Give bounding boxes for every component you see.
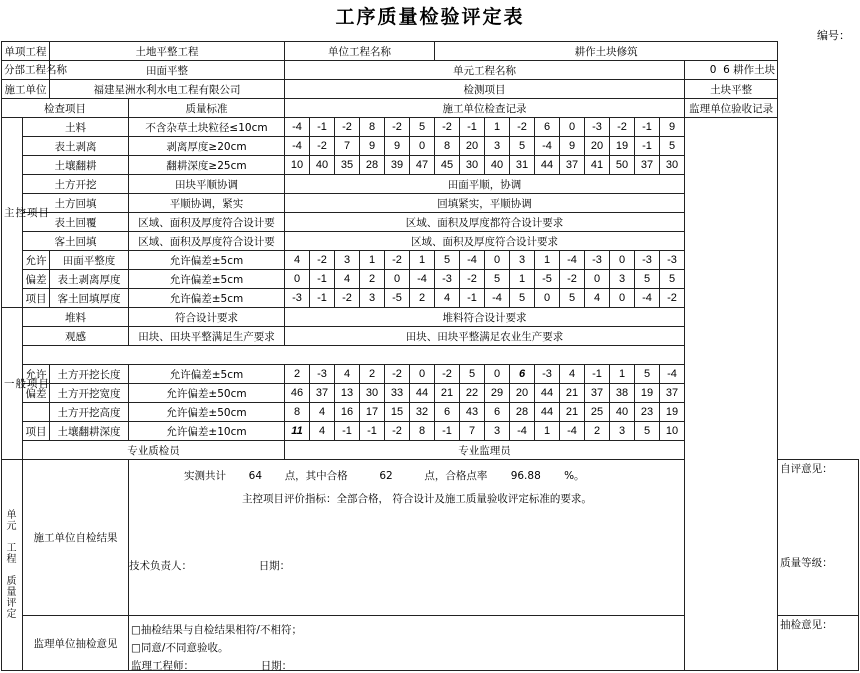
record-cell: 1 <box>535 422 560 441</box>
item-standard: 允许偏差±50cm <box>129 403 285 422</box>
general-section-label-text: 一般项目 <box>4 377 50 390</box>
quality-form-table <box>1 41 859 671</box>
record-cell: 5 <box>510 289 535 308</box>
item-name: 土方开挖高度 <box>50 403 129 422</box>
record-cell: 37 <box>310 384 335 403</box>
col-header-supervisor-record: 监理单位验收记录 <box>685 99 778 118</box>
record-cell: -2 <box>510 118 535 137</box>
supervisor-record-area <box>685 118 778 671</box>
supervision-content <box>129 616 685 671</box>
record-cell: 1 <box>485 118 510 137</box>
record-cell: -1 <box>310 118 335 137</box>
passed-count: 62 <box>379 470 393 482</box>
record-cell: 9 <box>560 137 585 156</box>
record-cell: 0 <box>285 270 310 289</box>
record-cell: -3 <box>635 251 660 270</box>
record-cell: 5 <box>560 289 585 308</box>
side-char <box>4 532 20 543</box>
tolerance-label-part: 项目 <box>23 422 50 441</box>
item-standard: 允许偏差±5cm <box>129 365 285 384</box>
value-sub-project: 田面平整 <box>50 61 285 80</box>
value-contractor: 福建星洲水利水电工程有限公司 <box>50 80 285 99</box>
record-cell: 0 <box>610 289 635 308</box>
side-char: 评 <box>6 598 18 609</box>
record-cell: 25 <box>585 403 610 422</box>
record-cell: 44 <box>535 384 560 403</box>
record-cell: -2 <box>385 251 410 270</box>
record-cell: -1 <box>360 422 385 441</box>
record-cell: 19 <box>610 137 635 156</box>
label-unit-project: 单位工程名称 <box>285 42 435 61</box>
record-cell: 30 <box>660 156 685 175</box>
record-cell: -2 <box>460 270 485 289</box>
record-cell: 1 <box>510 270 535 289</box>
record-text: 堆料符合设计要求 <box>285 308 685 327</box>
record-cell: 2 <box>360 270 385 289</box>
record-cell: 5 <box>410 118 435 137</box>
self-eval-opinion-label: 自评意见： <box>780 463 833 475</box>
item-name: 堆料 <box>23 308 129 327</box>
record-cell: -2 <box>435 365 460 384</box>
record-cell: 44 <box>410 384 435 403</box>
record-cell: -3 <box>435 270 460 289</box>
record-cell: -4 <box>510 422 535 441</box>
record-cell: -1 <box>335 422 360 441</box>
label-test-item: 检测项目 <box>285 80 685 99</box>
main-section-label-text: 主控项目 <box>4 206 50 219</box>
item-standard: 区域、面积及厚度符合设计要 <box>129 232 285 251</box>
record-cell: 8 <box>285 403 310 422</box>
right-opinion-column <box>778 460 859 616</box>
record-cell: 2 <box>285 365 310 384</box>
record-text: 区域、面积及厚度都符合设计要求 <box>285 213 685 232</box>
item-name: 土壤翻耕 <box>23 156 129 175</box>
record-cell: 28 <box>510 403 535 422</box>
record-cell: 0 <box>410 137 435 156</box>
item-name: 土方回填 <box>23 194 129 213</box>
record-cell: -4 <box>410 270 435 289</box>
item-standard: 允许偏差±50cm <box>129 384 285 403</box>
item-standard: 剥离厚度≥20cm <box>129 137 285 156</box>
record-cell: 29 <box>485 384 510 403</box>
record-cell: 6 <box>535 118 560 137</box>
record-cell: 0 <box>610 251 635 270</box>
measured-total: 64 <box>248 470 263 482</box>
record-cell: 2 <box>360 365 385 384</box>
engineer-label: 监理工程师： <box>131 660 194 672</box>
record-cell: 17 <box>360 403 385 422</box>
item-standard: 不含杂草土块粒径≤10cm <box>129 118 285 137</box>
record-cell: 7 <box>335 137 360 156</box>
record-cell: 15 <box>385 403 410 422</box>
record-cell: 40 <box>485 156 510 175</box>
header-row-4 <box>2 99 859 118</box>
record-cell: 5 <box>660 137 685 156</box>
unit-element-name: 耕作土块 <box>733 64 776 76</box>
side-char: 工 <box>6 543 18 554</box>
tech-lead-label: 技术负责人： <box>129 560 192 572</box>
record-cell: -1 <box>460 118 485 137</box>
record-cell: 2 <box>585 422 610 441</box>
value-test-item: 土块平整 <box>685 80 778 99</box>
record-text: 田面平顺，协调 <box>285 175 685 194</box>
record-cell: 39 <box>385 156 410 175</box>
main-evaluation-text: 主控项目评价指标：全部合格， 符合设计及施工质量验收评定标准的要求。 <box>242 493 592 505</box>
form-title: 工序质量检验评定表 <box>335 6 525 28</box>
record-cell: 6 <box>510 365 535 384</box>
spot-check-opinion-label: 抽检意见： <box>780 619 833 631</box>
record-cell: -2 <box>610 118 635 137</box>
record-cell: -5 <box>385 289 410 308</box>
record-cell: 20 <box>585 137 610 156</box>
value-unit-project: 耕作土块修筑 <box>435 42 778 61</box>
record-cell: -2 <box>660 289 685 308</box>
record-cell: 16 <box>335 403 360 422</box>
record-cell: 22 <box>460 384 485 403</box>
record-cell: -4 <box>485 289 510 308</box>
item-standard: 田块、田块平整满足生产要求 <box>129 327 285 346</box>
record-cell: -3 <box>585 118 610 137</box>
blank-row <box>23 346 685 365</box>
supervision-label: 监理单位抽检意见 <box>23 616 129 671</box>
side-char: 单 <box>6 510 18 521</box>
value-single-project: 土地平整工程 <box>50 42 285 61</box>
record-cell: 5 <box>510 137 535 156</box>
tolerance-label-part <box>23 403 50 422</box>
record-cell: 9 <box>385 137 410 156</box>
record-cell: 37 <box>660 384 685 403</box>
record-cell: 19 <box>660 403 685 422</box>
record-cell: 10 <box>285 156 310 175</box>
record-cell: 4 <box>285 251 310 270</box>
record-cell: 35 <box>335 156 360 175</box>
record-cell: 8 <box>360 118 385 137</box>
measured-mid: 点，其中合格 <box>284 470 348 482</box>
record-text: 田块、田块平整满足农业生产要求 <box>285 327 685 346</box>
record-cell: -3 <box>285 289 310 308</box>
record-cell: 19 <box>635 384 660 403</box>
record-cell: 40 <box>610 403 635 422</box>
record-cell: -1 <box>310 270 335 289</box>
record-cell: 5 <box>485 270 510 289</box>
record-cell: 5 <box>635 422 660 441</box>
item-standard: 允许偏差±5cm <box>129 289 285 308</box>
label-contractor: 施工单位 <box>2 80 50 99</box>
item-standard: 区域、面积及厚度符合设计要 <box>129 213 285 232</box>
pass-rate: 96.88 <box>510 470 541 482</box>
record-cell: 3 <box>610 422 635 441</box>
record-cell: -4 <box>560 251 585 270</box>
supervision-date-label: 日期： <box>260 660 293 672</box>
record-text: 区域、面积及厚度符合设计要求 <box>285 232 685 251</box>
item-standard: 符合设计要求 <box>129 308 285 327</box>
side-char: 量 <box>6 587 18 598</box>
record-cell: -4 <box>460 251 485 270</box>
rate-prefix: 点，合格点率 <box>424 470 488 482</box>
record-cell: 5 <box>660 270 685 289</box>
record-cell: 0 <box>485 251 510 270</box>
record-cell: 4 <box>335 270 360 289</box>
record-cell: 4 <box>435 289 460 308</box>
item-name: 土料 <box>23 118 129 137</box>
side-char: 元 <box>6 521 18 532</box>
header-row-3 <box>2 80 859 99</box>
record-cell: -4 <box>285 137 310 156</box>
label-single-project: 单项工程 <box>2 42 50 61</box>
record-cell: 13 <box>335 384 360 403</box>
record-cell: -1 <box>635 137 660 156</box>
quality-inspector-label: 专业质检员 <box>23 441 285 460</box>
record-cell: 1 <box>360 251 385 270</box>
record-cell: 21 <box>560 384 585 403</box>
record-cell: 3 <box>610 270 635 289</box>
header-row-2 <box>2 61 859 80</box>
record-cell: 8 <box>435 137 460 156</box>
item-name: 田面平整度 <box>50 251 129 270</box>
item-name: 客土回填 <box>23 232 129 251</box>
record-cell: 30 <box>460 156 485 175</box>
record-cell: 20 <box>460 137 485 156</box>
item-name: 土方开挖长度 <box>50 365 129 384</box>
record-cell: -1 <box>585 365 610 384</box>
record-cell: -2 <box>335 289 360 308</box>
item-name: 土方开挖 <box>23 175 129 194</box>
record-cell: 5 <box>635 365 660 384</box>
item-name: 土方开挖宽度 <box>50 384 129 403</box>
side-char: 定 <box>6 609 18 620</box>
record-cell: 44 <box>535 156 560 175</box>
item-name: 表土剥离厚度 <box>50 270 129 289</box>
record-cell: -1 <box>635 118 660 137</box>
record-cell: 5 <box>635 270 660 289</box>
record-cell: 45 <box>435 156 460 175</box>
digit-1: 0 <box>709 64 717 76</box>
record-cell: 6 <box>485 403 510 422</box>
record-cell: 28 <box>360 156 385 175</box>
record-cell: 23 <box>635 403 660 422</box>
record-cell: 46 <box>285 384 310 403</box>
label-sub-project: 分部工程名称 <box>2 61 50 80</box>
record-cell: 43 <box>460 403 485 422</box>
record-cell: -2 <box>385 422 410 441</box>
main-row-soil <box>2 118 859 137</box>
record-cell: -2 <box>310 251 335 270</box>
engineer-line <box>131 658 292 673</box>
record-cell: 0 <box>485 365 510 384</box>
record-cell: 2 <box>410 289 435 308</box>
self-check-content <box>129 460 685 616</box>
tolerance-label-part: 项目 <box>23 289 50 308</box>
record-cell: 50 <box>610 156 635 175</box>
code-number-label: 编号： <box>817 29 850 42</box>
record-cell: 4 <box>560 365 585 384</box>
record-cell: -4 <box>535 137 560 156</box>
tolerance-label-part: 允许 <box>23 251 50 270</box>
record-cell: -4 <box>660 365 685 384</box>
record-cell: -2 <box>560 270 585 289</box>
record-cell: 0 <box>410 365 435 384</box>
digit-2: 6 <box>723 64 730 76</box>
record-cell: -3 <box>660 251 685 270</box>
record-cell: 37 <box>635 156 660 175</box>
record-cell: 4 <box>335 365 360 384</box>
side-char <box>4 565 20 576</box>
record-cell: 3 <box>360 289 385 308</box>
spot-check-opinion-cell <box>778 616 859 671</box>
record-cell: 0 <box>585 270 610 289</box>
record-cell: 38 <box>610 384 635 403</box>
record-cell: 6 <box>435 403 460 422</box>
record-cell: 9 <box>660 118 685 137</box>
record-cell: 37 <box>585 384 610 403</box>
record-cell: 21 <box>560 403 585 422</box>
record-cell: 7 <box>460 422 485 441</box>
record-cell: 5 <box>460 365 485 384</box>
record-cell: -3 <box>310 365 335 384</box>
record-cell: -1 <box>310 289 335 308</box>
record-cell: 33 <box>385 384 410 403</box>
record-cell: -4 <box>635 289 660 308</box>
record-cell: -4 <box>560 422 585 441</box>
record-cell: -1 <box>460 289 485 308</box>
record-cell: 8 <box>410 422 435 441</box>
record-cell: 32 <box>410 403 435 422</box>
record-cell: 30 <box>360 384 385 403</box>
record-cell: -4 <box>285 118 310 137</box>
self-check-label: 施工单位自检结果 <box>23 460 129 616</box>
measured-prefix: 实测共计 <box>184 470 226 482</box>
record-cell: 3 <box>485 422 510 441</box>
side-char: 程 <box>6 554 18 565</box>
value-unit-element <box>685 61 778 80</box>
record-cell: -2 <box>385 365 410 384</box>
record-cell: 0 <box>535 289 560 308</box>
record-cell: -2 <box>435 118 460 137</box>
record-cell: -1 <box>435 422 460 441</box>
record-cell: 3 <box>510 251 535 270</box>
item-standard: 允许偏差±5cm <box>129 251 285 270</box>
record-cell: 44 <box>535 403 560 422</box>
record-cell: 4 <box>310 422 335 441</box>
item-standard: 允许偏差±10cm <box>129 422 285 441</box>
record-cell: -5 <box>535 270 560 289</box>
item-standard: 平顺协调，紧实 <box>129 194 285 213</box>
record-cell: 1 <box>410 251 435 270</box>
item-name: 表土剥离 <box>23 137 129 156</box>
side-char: 质 <box>6 576 18 587</box>
record-cell: 40 <box>310 156 335 175</box>
item-name: 表土回覆 <box>23 213 129 232</box>
record-text: 回填紧实，平顺协调 <box>285 194 685 213</box>
item-name: 土壤翻耕深度 <box>50 422 129 441</box>
record-cell: 1 <box>535 251 560 270</box>
header-row-1 <box>2 42 859 61</box>
quality-grade-label: 质量等级： <box>780 557 833 569</box>
item-standard: 允许偏差±5cm <box>129 270 285 289</box>
col-header-quality-standard: 质量标准 <box>129 99 285 118</box>
tech-lead-line <box>129 558 290 573</box>
record-cell: 5 <box>435 251 460 270</box>
record-cell: 20 <box>510 384 535 403</box>
record-cell: 31 <box>510 156 535 175</box>
evaluation-side-label <box>2 460 23 671</box>
item-standard: 田块平顺协调 <box>129 175 285 194</box>
supervision-line-2: □同意/不同意验收。 <box>131 642 229 654</box>
record-cell: 0 <box>560 118 585 137</box>
record-cell: 1 <box>610 365 635 384</box>
item-name: 客土回填厚度 <box>50 289 129 308</box>
record-cell: 11 <box>285 422 310 441</box>
record-cell: -3 <box>585 251 610 270</box>
record-cell: 10 <box>660 422 685 441</box>
record-cell: -2 <box>310 137 335 156</box>
supervision-line-1: □抽检结果与自检结果相符/不相符； <box>131 624 302 636</box>
col-header-check-item: 检查项目 <box>2 99 129 118</box>
col-header-contractor-record: 施工单位检查记录 <box>285 99 685 118</box>
record-cell: -3 <box>535 365 560 384</box>
record-cell: 4 <box>310 403 335 422</box>
tolerance-label-part: 允许 <box>23 365 50 384</box>
record-cell: 37 <box>560 156 585 175</box>
record-cell: 3 <box>335 251 360 270</box>
record-cell: -2 <box>335 118 360 137</box>
self-date-label: 日期： <box>258 560 291 572</box>
record-cell: 9 <box>360 137 385 156</box>
supervisor-inspector-label: 专业监理员 <box>285 441 685 460</box>
record-cell: 3 <box>485 137 510 156</box>
rate-unit: %。 <box>564 470 585 482</box>
tolerance-label-part: 偏差 <box>23 384 50 403</box>
record-cell: -2 <box>385 118 410 137</box>
record-cell: 4 <box>585 289 610 308</box>
record-cell: 21 <box>435 384 460 403</box>
item-name: 观感 <box>23 327 129 346</box>
record-cell: 47 <box>410 156 435 175</box>
measured-line <box>184 468 585 483</box>
record-cell: 41 <box>585 156 610 175</box>
tolerance-label-part: 偏差 <box>23 270 50 289</box>
record-cell: 0 <box>385 270 410 289</box>
item-standard: 翻耕深度≥25cm <box>129 156 285 175</box>
label-unit-element: 单元工程名称 <box>285 61 685 80</box>
